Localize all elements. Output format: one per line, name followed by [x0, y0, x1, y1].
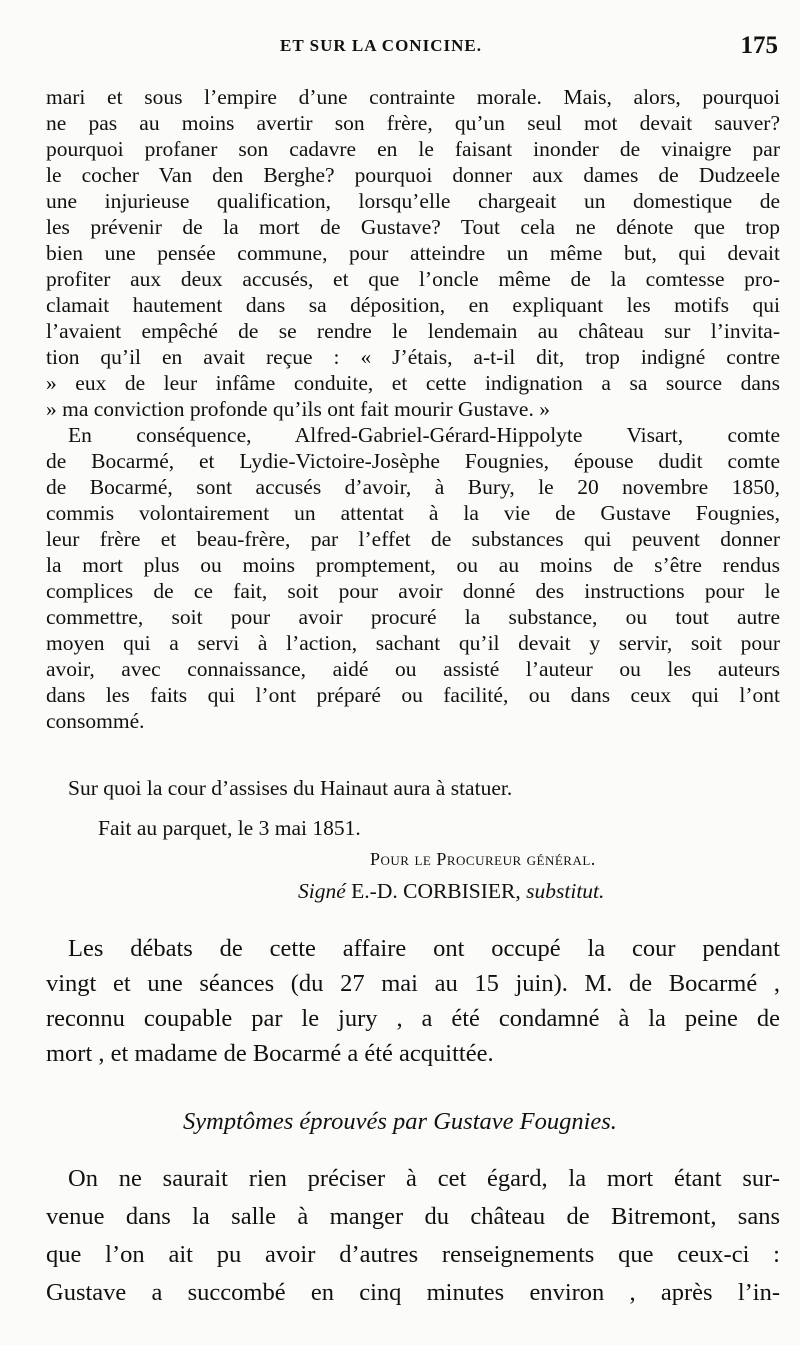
text-line: le cocher Van den Berghe? pourquoi donner aux dames de Dudzeele: [46, 163, 780, 187]
text-line: Gustave a succombé en cinq minutes environ , après l’in-: [46, 1279, 780, 1306]
text-line: » ma conviction profonde qu’ils ont fait mourir Gustave. »: [46, 397, 550, 421]
text-line: On ne saurait rien préciser à cet égard, la mort étant sur-: [68, 1165, 780, 1192]
text-line: une injurieuse qualification, lorsqu’elle chargeait un domestique de: [46, 189, 780, 213]
signature-line: [298, 878, 604, 904]
text-line: leur frère et beau-frère, par l’effet de substances qui peuvent donner: [46, 527, 780, 551]
text-line: En conséquence, Alfred-Gabriel-Gérard-Hippolyte Visart, comte: [68, 423, 780, 447]
text-line: consommé.: [46, 709, 145, 733]
text-line: commis volontairement un attentat à la vie de Gustave Fougnies,: [46, 501, 780, 525]
statuer-line: Sur quoi la cour d’assises du Hainaut aura à statuer.: [68, 776, 513, 800]
section-title: Symptômes éprouvés par Gustave Fougnies.: [183, 1108, 617, 1135]
signature-name: E.-D. CORBISIER,: [351, 879, 521, 903]
signature-signe: Signé: [298, 879, 346, 903]
text-line: Les débats de cette affaire ont occupé la cour pendant: [68, 935, 780, 962]
text-line: ne pas au moins avertir son frère, qu’un seul mot devait sauver?: [46, 111, 780, 135]
text-line: dans les faits qui l’ont préparé ou facilité, ou dans ceux qui l’ont: [46, 683, 780, 707]
page-header: [0, 32, 800, 68]
text-line: commettre, soit pour avoir procuré la substance, ou tout autre: [46, 605, 780, 629]
running-head: ET SUR LA CONICINE.: [280, 36, 482, 55]
parquet-line: Fait au parquet, le 3 mai 1851.: [98, 816, 361, 840]
text-line: mort , et madame de Bocarmé a été acquittée.: [46, 1040, 494, 1067]
text-line: complices de ce fait, soit pour avoir donné des instructions pour le: [46, 579, 780, 603]
text-line: de Bocarmé, sont accusés d’avoir, à Bury, le 20 novembre 1850,: [46, 475, 780, 499]
text-line: l’avaient empêché de se rendre le lendemain au château sur l’invita-: [46, 319, 780, 343]
text-line: que l’on ait pu avoir d’autres renseignements que ceux-ci :: [46, 1241, 780, 1268]
page-number: 175: [740, 32, 778, 59]
text-line: venue dans la salle à manger du château de Bitremont, sans: [46, 1203, 780, 1230]
text-line: les prévenir de la mort de Gustave? Tout cela ne dénote que trop: [46, 215, 780, 239]
text-line: de Bocarmé, et Lydie-Victoire-Josèphe Fougnies, épouse dudit comte: [46, 449, 780, 473]
text-line: clamait hautement dans sa déposition, en expliquant les motifs qui: [46, 293, 780, 317]
text-line: moyen qui a servi à l’action, sachant qu’il devait y servir, soit pour: [46, 631, 780, 655]
text-line: pourquoi profaner son cadavre en le faisant inonder de vinaigre par: [46, 137, 780, 161]
text-line: reconnu coupable par le jury , a été condamné à la peine de: [46, 1005, 780, 1032]
text-line: mari et sous l’empire d’une contrainte morale. Mais, alors, pourquoi: [46, 85, 780, 109]
text-line: la mort plus ou moins promptement, ou au moins de s’être rendus: [46, 553, 780, 577]
signature-title: substitut.: [526, 879, 605, 903]
text-line: vingt et une séances (du 27 mai au 15 juin). M. de Bocarmé ,: [46, 970, 780, 997]
text-line: bien une pensée commune, pour atteindre un même but, qui devait: [46, 241, 780, 265]
text-line: profiter aux deux accusés, et que l’oncle même de la comtesse pro-: [46, 267, 780, 291]
signature-for-line: Pour le Procureur général.: [370, 849, 596, 869]
text-line: avoir, avec connaissance, aidé ou assisté l’auteur ou les auteurs: [46, 657, 780, 681]
text-line: tion qu’il en avait reçue : « J’étais, a-t-il dit, trop indigné contre: [46, 345, 780, 369]
text-line: » eux de leur infâme conduite, et cette indignation a sa source dans: [46, 371, 780, 395]
